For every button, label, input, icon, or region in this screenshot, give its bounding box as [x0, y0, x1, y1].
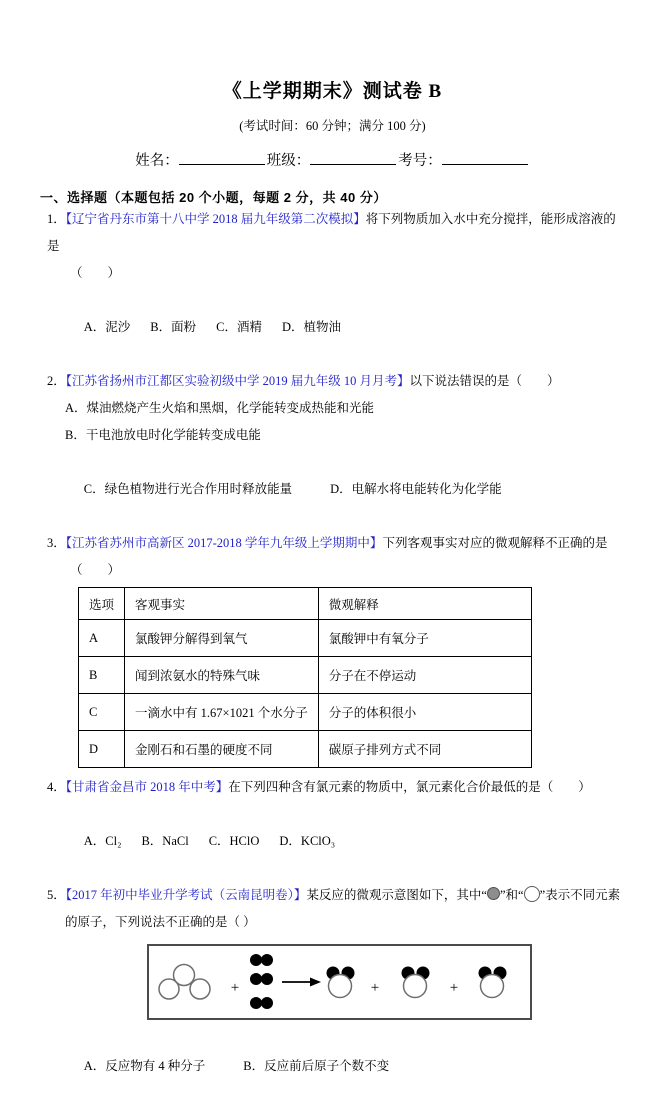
product-molecule-1 — [327, 967, 355, 998]
question-4 — [40, 774, 625, 882]
question-3-answer-bracket: （ ） — [70, 563, 121, 577]
question-5 — [40, 882, 625, 1107]
question-1-option-b: B．面粉 — [150, 320, 197, 334]
plus-sign: + — [370, 980, 380, 996]
table-cell: 氯酸钾分解得到氧气 — [125, 620, 319, 657]
reactant-diatomic-molecules — [250, 954, 273, 1009]
table-cell: 金刚石和石墨的硬度不同 — [125, 731, 319, 768]
question-2-number: 2． — [47, 374, 66, 388]
gray-atom-icon — [487, 887, 500, 900]
table-header-row — [79, 588, 532, 620]
question-1-option-d: D．植物油 — [281, 320, 341, 334]
question-2 — [40, 368, 625, 530]
question-2-source: 【江苏省扬州市江都区实验初级中学 2019 届九年级 10 月月考】 — [65, 374, 410, 388]
question-4-option-d: D．KClO₃ — [279, 834, 336, 848]
question-3-table — [78, 587, 532, 768]
table-cell: 分子的体积很小 — [318, 694, 531, 731]
name-blank-field — [179, 149, 265, 165]
question-4-source: 【甘肃省金昌市 2018 年中考】 — [65, 780, 229, 794]
question-2-option-c: C．绿色植物进行光合作用时释放能量 — [83, 482, 293, 496]
product-molecule-3 — [479, 967, 507, 998]
question-2-stem: 以下说法错误的是（ ） — [409, 374, 560, 388]
reaction-diagram-svg — [149, 946, 530, 1018]
reaction-diagram — [147, 944, 532, 1020]
question-5-options — [65, 1026, 625, 1107]
name-label: 姓名： — [135, 153, 179, 169]
question-5-option-b: B．反应前后原子个数不变 — [243, 1059, 390, 1073]
exam-number-blank-field — [442, 149, 528, 165]
table-cell: 碳原子排列方式不同 — [318, 731, 531, 768]
question-5-stem-part1: 某反应的微观示意图如下，其中“ — [306, 888, 487, 902]
table-header-fact: 客观事实 — [125, 588, 319, 620]
question-4-stem: 在下列四种含有氯元素的物质中，氯元素化合价最低的是（ ） — [228, 780, 591, 794]
table-row-d — [79, 731, 532, 768]
table-cell: 闻到浓氨水的特殊气味 — [125, 657, 319, 694]
reactant-triatomic-molecule — [159, 965, 210, 1000]
table-row-c — [79, 694, 532, 731]
question-5-stem-part2: ”和“ — [499, 888, 524, 902]
question-1-stem: 将下列物质加入水中充分搅拌，能形成溶液的是 — [47, 212, 616, 253]
question-4-stem-line — [47, 774, 625, 801]
table-cell: A — [79, 620, 125, 657]
table-cell: B — [79, 657, 125, 694]
question-3-stem: 下列客观事实对应的微观解释不正确的是 — [382, 536, 608, 550]
question-1-number: 1． — [47, 212, 66, 226]
table-row-b — [79, 657, 532, 694]
plus-sign: + — [449, 980, 459, 996]
question-5-number: 5． — [47, 888, 66, 902]
table-header-option: 选项 — [79, 588, 125, 620]
question-5-stem-line1 — [47, 882, 625, 909]
question-4-number: 4． — [47, 780, 66, 794]
plus-sign: + — [230, 980, 240, 996]
question-1-answer-bracket: （ ） — [70, 266, 121, 280]
page-title: 《上学期期末》测试卷 B — [222, 81, 443, 102]
question-3 — [40, 530, 625, 768]
question-2-options-cd — [65, 449, 625, 530]
question-1-options — [65, 287, 625, 368]
question-3-source: 【江苏省苏州市高新区 2017-2018 学年九年级上学期期中】 — [65, 536, 383, 550]
question-1-option-c: C．酒精 — [216, 320, 262, 334]
question-3-stem-line — [47, 530, 625, 557]
class-label: 班级： — [266, 153, 311, 169]
white-atom-icon — [524, 886, 540, 902]
question-5-source: 【2017 年初中毕业升学考试（云南昆明卷）】 — [65, 888, 307, 902]
question-4-option-a: A．Cl₂ — [83, 834, 122, 848]
table-cell: 分子在不停运动 — [318, 657, 531, 694]
question-2-stem-line — [47, 368, 625, 395]
question-1 — [40, 206, 625, 368]
table-cell: 氯酸钾中有氧分子 — [318, 620, 531, 657]
question-2-option-a: A．煤油燃烧产生火焰和黑烟，化学能转变成热能和光能 — [65, 401, 375, 415]
table-row-a — [79, 620, 532, 657]
table-header-explanation: 微观解释 — [318, 588, 531, 620]
reaction-arrow-icon — [282, 978, 321, 987]
student-info-line — [40, 149, 625, 170]
exam-number-label: 考号： — [398, 153, 442, 169]
question-4-option-b: B．NaCl — [141, 834, 189, 848]
question-2-option-d: D．电解水将电能转化为化学能 — [330, 482, 502, 496]
question-4-options — [65, 801, 625, 882]
question-1-option-a: A．泥沙 — [83, 320, 131, 334]
table-cell: D — [79, 731, 125, 768]
question-1-source: 【辽宁省丹东市第十八中学 2018 届九年级第二次模拟】 — [65, 212, 366, 226]
class-blank-field — [310, 149, 396, 165]
table-cell: 一滴水中有 1.67×1021 个水分子 — [125, 694, 319, 731]
question-4-option-c: C．HClO — [208, 834, 260, 848]
question-5-stem-line2: 的原子，下列说法不正确的是（ ） — [65, 915, 256, 929]
question-1-stem-line — [47, 206, 625, 260]
question-5-stem-part3: ”表示不同元素 — [539, 888, 621, 902]
question-3-number: 3． — [47, 536, 66, 550]
product-molecule-2 — [402, 967, 430, 998]
section-heading: 一、选择题（本题包括 20 个小题，每题 2 分，共 40 分） — [40, 190, 387, 205]
question-2-option-b: B．干电池放电时化学能转变成电能 — [65, 428, 261, 442]
table-cell: C — [79, 694, 125, 731]
exam-info: (考试时间：60 分钟；满分 100 分) — [239, 119, 426, 133]
question-5-option-a: A．反应物有 4 种分子 — [83, 1059, 206, 1073]
